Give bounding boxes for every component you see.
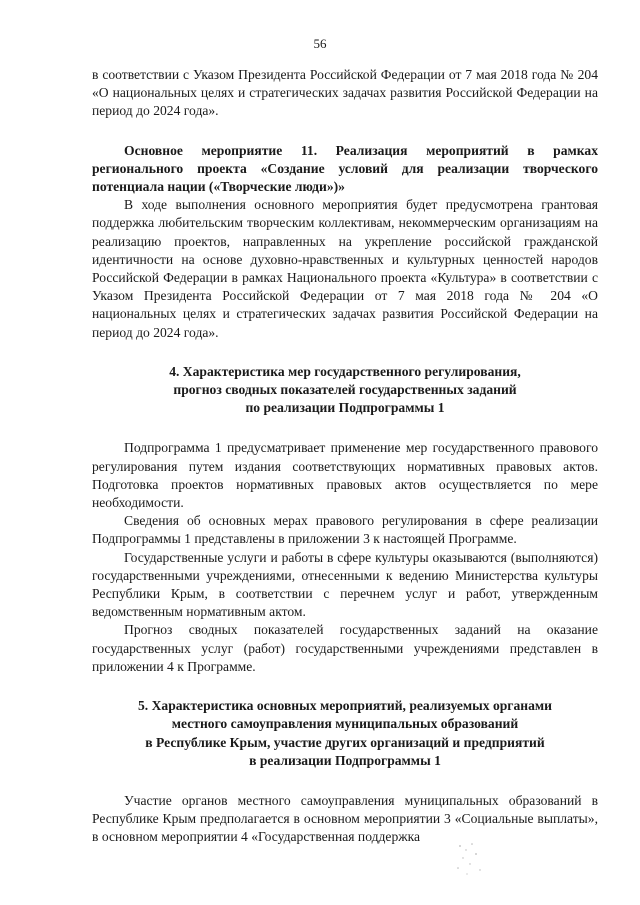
section-5-paragraph: Участие органов местного самоуправления муниципальных образований в Республике Крым предполагается в основном мероприятии 3 «Социальные выплаты», в основном мероприятии 4 «Государственная поддержка: [92, 792, 598, 845]
section-5-heading-line: 5. Характеристика основных мероприятий, реализуемых органами: [137, 698, 552, 714]
section-5-heading: [92, 697, 598, 770]
section-4-paragraph: Сведения об основных мерах правового регулирования в сфере реализации Подпрограммы 1 представлены в приложении 3 к настоящей Программе.: [92, 513, 598, 547]
section-4-heading-line: прогноз сводных показателей государственных заданий: [173, 382, 517, 398]
section-4-paragraph: Государственные услуги и работы в сфере культуры оказываются (выполняются) государственными учреждениями, отнесенными к ведению Министерства культуры Республики Крым, в соответствии с перечнем услуг и работ, утвержденным ведомственным нормативным актом.: [92, 549, 598, 620]
section-4-paragraph: Подпрограмма 1 предусматривает применение мер государственного правового регулирования путем издания соответствующих нормативных правовых актов. Подготовка проектов нормативных правовых актов осуществляется по мере необходимости.: [92, 440, 598, 511]
paragraph-continuation: в соответствии с Указом Президента Российской Федерации от 7 мая 2018 года № 204 «О национальных целях и стратегических задачах развития Российской Федерации на период до 2024 года».: [92, 67, 598, 119]
event-11-title: Основное мероприятие 11. Реализация мероприятий в рамках регионального проекта «Создание условий для реализации творческого потенциала нации («Творческие люди»)»: [92, 142, 598, 195]
section-5-heading-line: местного самоуправления муниципальных образований: [171, 716, 519, 732]
section-4-heading-line: 4. Характеристика мер государственного регулирования,: [169, 363, 521, 379]
page-number: 56: [313, 36, 327, 51]
page-content: [92, 66, 598, 847]
section-4-heading-line: по реализации Подпрограммы 1: [245, 400, 445, 416]
section-4-paragraph: Прогноз сводных показателей государственных заданий на оказание государственных услуг (работ) государственными учреждениями представлен в приложении 4 к Программе.: [92, 622, 598, 674]
faint-stamp-mark: [452, 840, 512, 880]
section-4-heading: [92, 363, 598, 418]
event-11-body: В ходе выполнения основного мероприятия будет предусмотрена грантовая поддержка любительским творческим коллективам, некоммерческим организациям на реализацию проектов, направленных на укрепление российской гражданской идентичности на основе духовно-нравственных и культурных ценностей народов Российской Федерации в рамках Национального проекта «Культура» в соответствии с Указом Президента Российской Федерации от 7 мая 2018 года № 204 «О национальных целях и стратегических задачах развития Российской Федерации на период до 2024 года».: [92, 197, 598, 340]
section-5-heading-line: в реализации Подпрограммы 1: [249, 752, 441, 768]
section-5-heading-line: в Республике Крым, участие других организаций и предприятий: [145, 734, 545, 750]
